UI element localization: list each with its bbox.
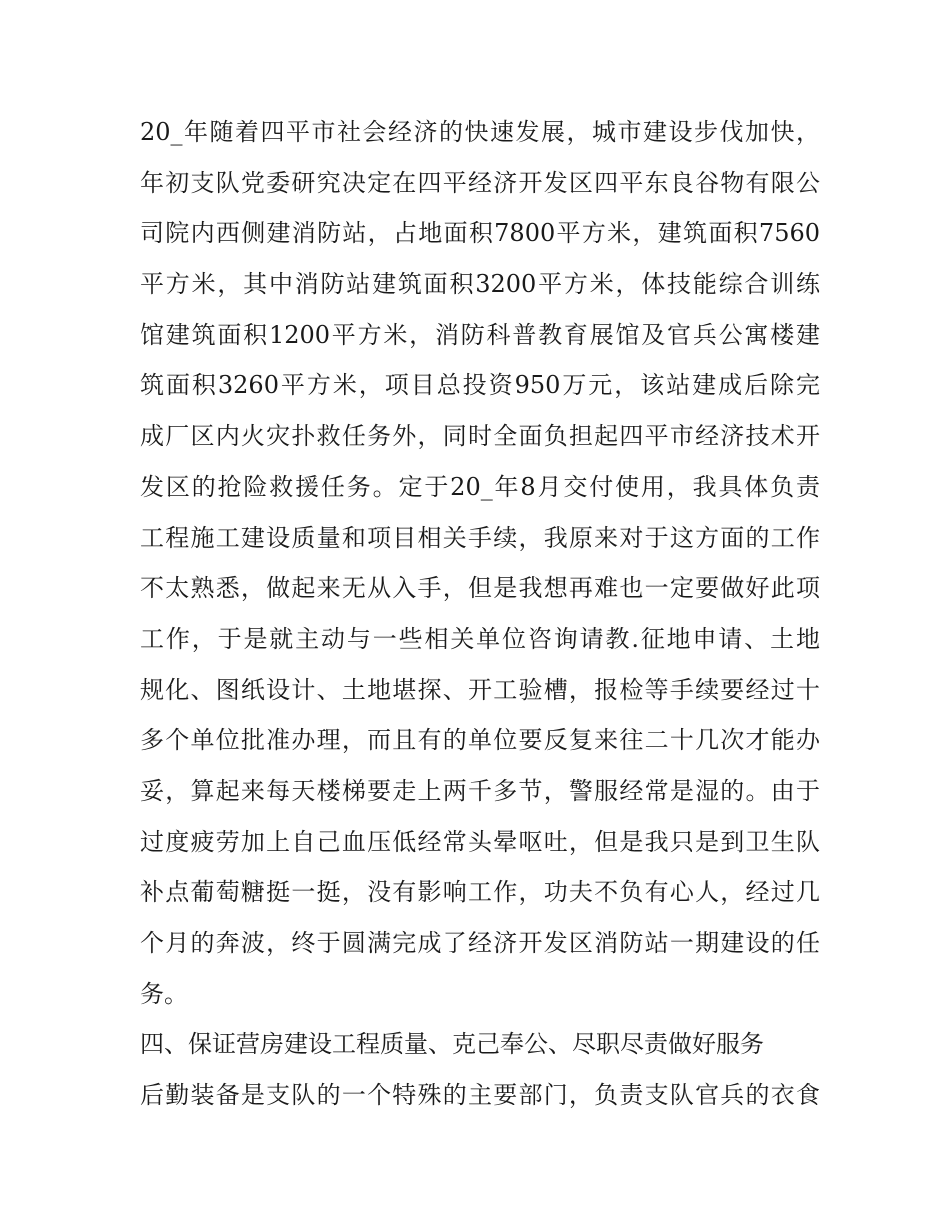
text-line: 筑面积3260平方米，项目总投资950万元，该站建成后除完	[140, 371, 820, 400]
text-line: 多个单位批准办理，而且有的单位要反复来往二十几次才能办	[140, 726, 820, 755]
text-line: 发区的抢险救援任务。定于20_年8月交付使用，我具体负责	[140, 472, 820, 501]
text-line: 工程施工建设质量和项目相关手续，我原来对于这方面的工作	[140, 523, 820, 552]
text-line: 年初支队党委研究决定在四平经济开发区四平东良谷物有限公	[140, 168, 820, 197]
text-line: 20_年随着四平市社会经济的快速发展，城市建设步伐加快，	[140, 118, 820, 146]
text-line: 馆建筑面积1200平方米，消防科普教育展馆及官兵公寓楼建	[140, 320, 820, 349]
text-line: 平方米，其中消防站建筑面积3200平方米，体技能综合训练	[140, 270, 820, 299]
text-line: 妥，算起来每天楼梯要走上两千多节，警服经常是湿的。由于	[140, 776, 820, 805]
text-line: 后勤装备是支队的一个特殊的主要部门，负责支队官兵的衣食	[140, 1081, 820, 1110]
text-line: 司院内西侧建消防站，占地面积7800平方米，建筑面积7560	[140, 219, 820, 248]
text-line: 务。	[140, 979, 188, 1008]
text-line: 工作，于是就主动与一些相关单位咨询请教.征地申请、土地	[140, 624, 820, 653]
text-line: 过度疲劳加上自己血压低经常头晕呕吐，但是我只是到卫生队	[140, 827, 820, 856]
document-body	[140, 107, 820, 1121]
text-line: 规化、图纸设计、土地堪探、开工验槽，报检等手续要经过十	[140, 675, 820, 704]
text-line: 不太熟悉，做起来无从入手，但是我想再难也一定要做好此项	[140, 574, 820, 603]
text-line: 补点葡萄糖挺一挺，没有影响工作，功夫不负有心人，经过几	[140, 878, 820, 907]
text-line: 个月的奔波，终于圆满完成了经济开发区消防站一期建设的任	[140, 929, 820, 957]
section-heading: 四、保证营房建设工程质量、克己奉公、尽职尽责做好服务	[140, 1030, 764, 1059]
text-line: 成厂区内火灾扑救任务外，同时全面负担起四平市经济技术开	[140, 422, 820, 451]
